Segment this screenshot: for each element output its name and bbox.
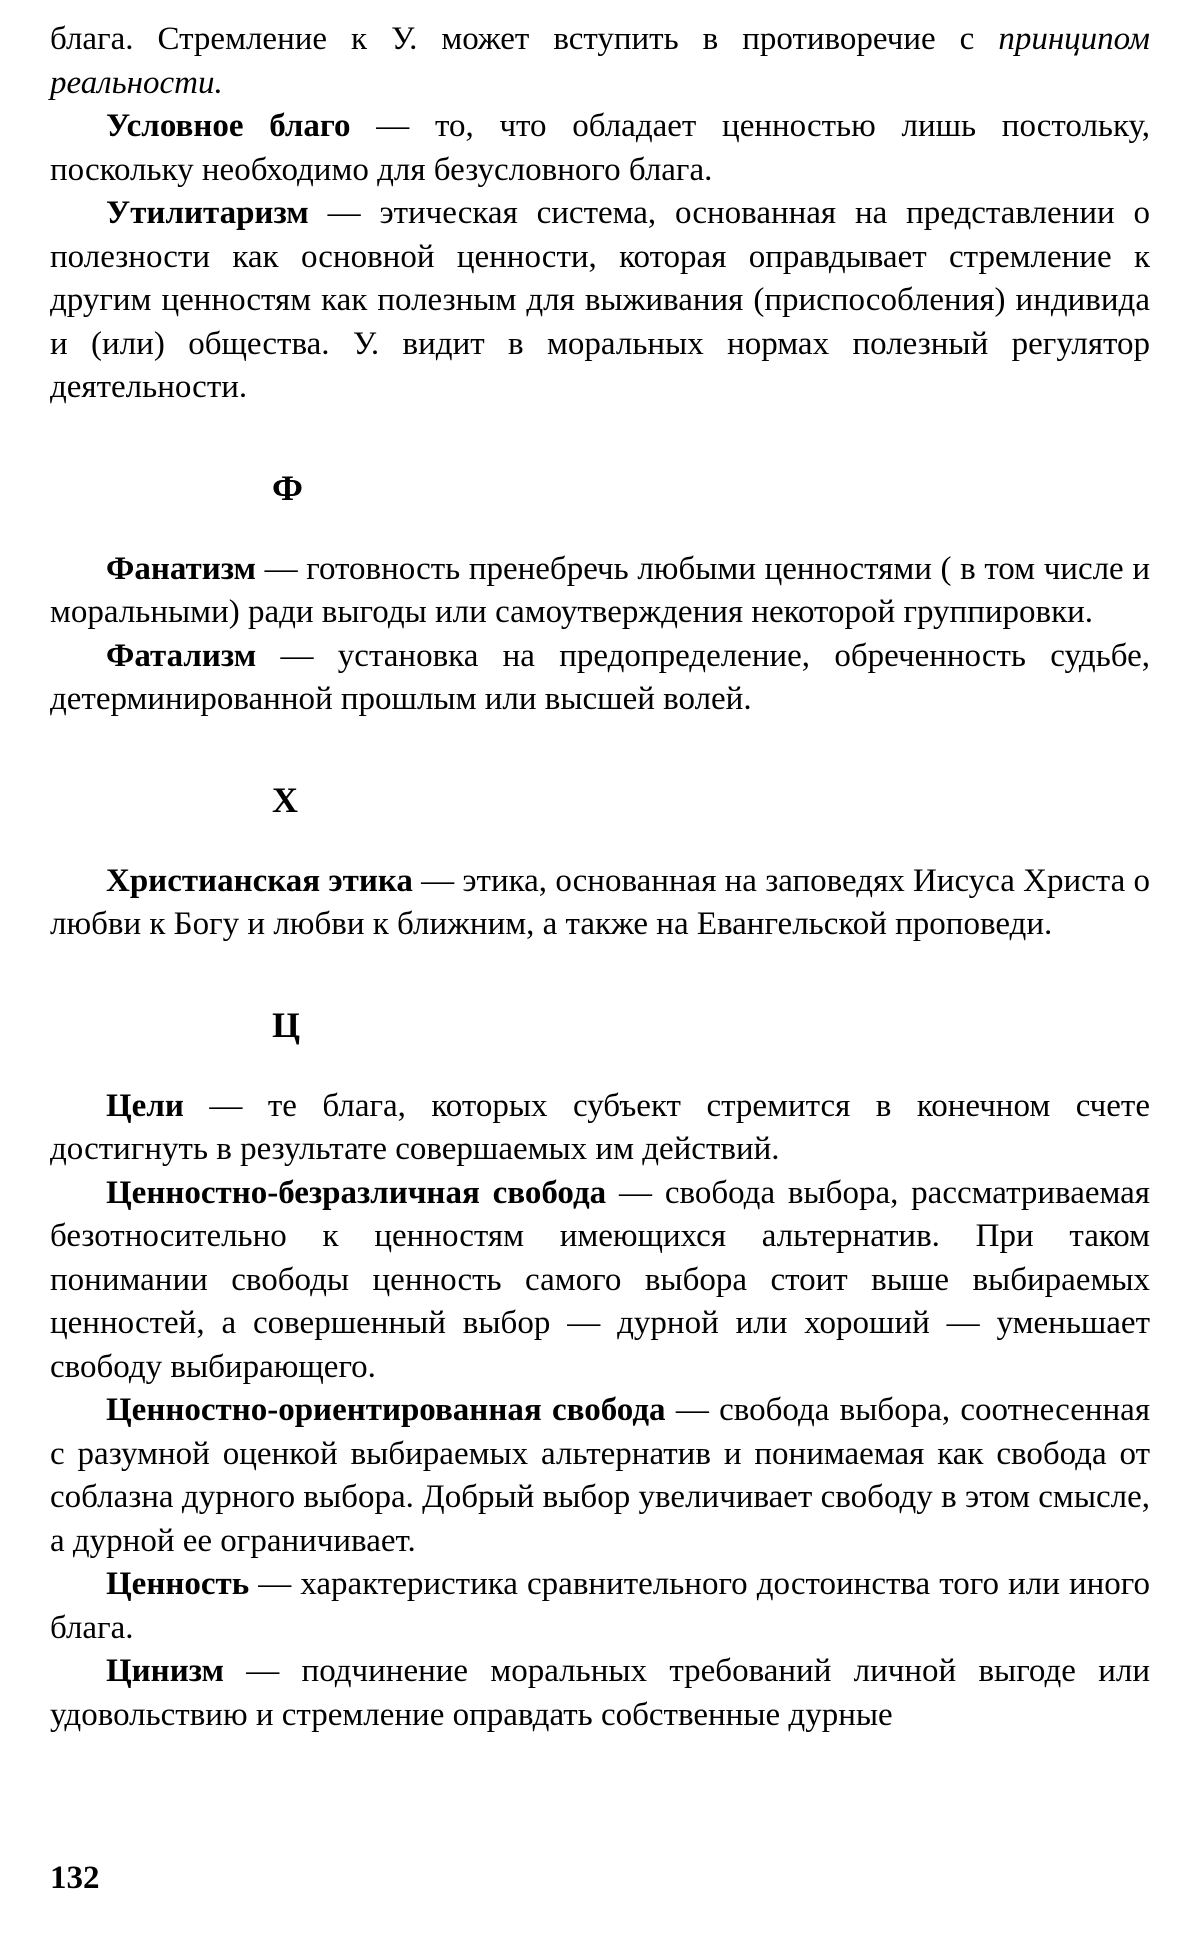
- term-cinizm: Цинизм: [106, 1653, 224, 1689]
- definition-cennostno-orientirovannaya: — свобода выбора, соотнесенная с разумной оценкой выбираемых альтернатив и понимаемая как свобода от соблазна дурного выбора. Добрый выбор увеличивает свободу в этом смысле, а дурной ее ограничивает.: [50, 1392, 1150, 1559]
- definition-cinizm: — подчинение моральных требований личной выгоде или удовольствию и стремление оправдать собственные дурные: [50, 1653, 1150, 1733]
- definition-fatalizm: — установка на предопределение, обреченность судьбе, детерминированной прошлым или высшей волей.: [50, 637, 1150, 717]
- term-fatalizm: Фатализм: [106, 637, 257, 674]
- term-fanatizm: Фанатизм: [106, 550, 256, 587]
- term-cennost: Ценность: [106, 1566, 250, 1602]
- section-letter-f: Ф: [272, 467, 303, 508]
- entry-hristianskaya-etika: [50, 860, 1150, 947]
- section-gap: [50, 722, 1150, 778]
- entry-cinizm: [50, 1650, 1150, 1737]
- definition-cennostno-bezrazlichnaya: — свобода выбора, рассматриваемая безотносительно к ценностям имеющихся альтернатив. При таком понимании свободы ценность самого выбора стоит выше выбираемых ценностей, а совершенный выбор — дурной или хороший — уменьшает свободу выбирающего.: [50, 1174, 1150, 1385]
- section-gap: [50, 1047, 1150, 1085]
- definition-cennost: — характеристика сравнительного достоинства того или иного блага.: [50, 1566, 1150, 1646]
- entry-cennost: [50, 1563, 1150, 1650]
- term-cennostno-orientirovannaya: Ценностно-ориентированная свобода: [106, 1392, 666, 1428]
- entry-celi: [50, 1085, 1150, 1172]
- entry-fanatizm: [50, 548, 1150, 635]
- section-gap: [50, 510, 1150, 548]
- definition-celi: — те блага, которых субъект стремится в конечном счете достигнуть в результате совершаемых им действий.: [50, 1087, 1150, 1167]
- entry-utilitarizm: [50, 192, 1150, 410]
- section-gap: [50, 410, 1150, 466]
- entry-u-continuation: [50, 18, 1150, 105]
- entry-cennostno-orientirovannaya: [50, 1389, 1150, 1563]
- entry-fatalizm: [50, 635, 1150, 722]
- glossary-page: [50, 18, 1150, 1737]
- term-cennostno-bezrazlichnaya: Ценностно-безразличная свобода: [106, 1174, 607, 1211]
- definition-hristianskaya-etika: — этика, основанная на заповедях Иисуса Христа о любви к Богу и любви к ближним, а также на Евангельской проповеди.: [50, 862, 1150, 942]
- entry-u-continuation-text: блага. Стремление к У. может вступить в противоречие с: [50, 21, 999, 57]
- entry-u-continuation-italic: принципом реальности.: [50, 21, 1150, 101]
- definition-utilitarizm: — этическая система, основанная на представлении о полезности как основной ценности, которая оправдывает стремление к другим ценностям как полезным для выживания (приспособления) индивида и (или) общества. У. видит в моральных нормах полезный регулятор деятельности.: [50, 195, 1150, 405]
- term-hristianskaya-etika: Христианская этика: [106, 862, 413, 899]
- definition-uslovnoe-blago: — то, что обладает ценностью лишь постольку, поскольку необходимо для безусловного блага.: [50, 108, 1150, 188]
- entry-cennostno-bezrazlichnaya: [50, 1172, 1150, 1390]
- section-gap: [50, 947, 1150, 1003]
- term-celi: Цели: [106, 1087, 184, 1124]
- term-uslovnoe-blago: Условное благо: [106, 108, 351, 144]
- entry-uslovnoe-blago: [50, 105, 1150, 192]
- definition-fanatizm: — готовность пренебречь любыми ценностями ( в том числе и моральными) ради выгоды или самоутверждения некоторой группировки.: [50, 550, 1150, 630]
- section-gap: [50, 822, 1150, 860]
- section-letter-c: Ц: [272, 1004, 301, 1045]
- section-letter-h: Х: [272, 779, 298, 820]
- page-number: 132: [50, 1860, 100, 1896]
- term-utilitarizm: Утилитаризм: [106, 195, 309, 231]
